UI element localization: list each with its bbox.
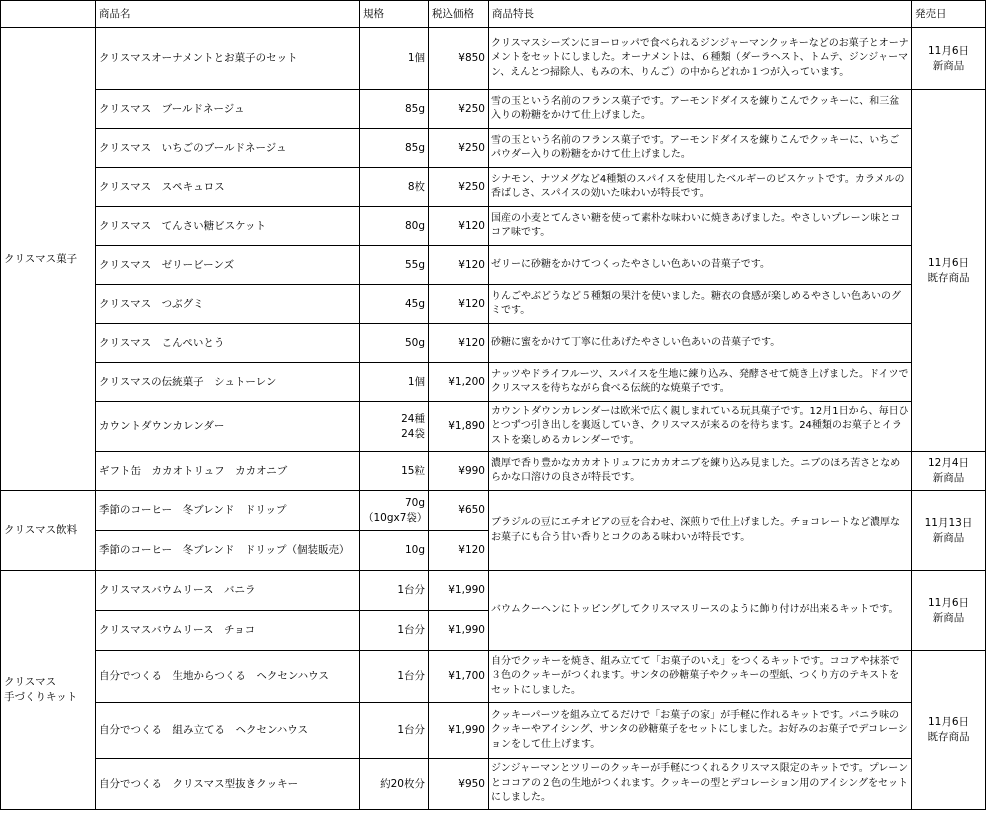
product-name: ギフト缶 カカオトリュフ カカオニブ xyxy=(96,452,360,491)
product-name: クリスマス てんさい糖ビスケット xyxy=(96,207,360,246)
product-name: クリスマスバウムリース バニラ xyxy=(96,571,360,611)
release-date: 11月6日 既存商品 xyxy=(912,651,986,810)
product-description: ブラジルの豆にエチオピアの豆を合わせ、深煎りで仕上げました。チョコレートなど濃厚なお菓子にも合う甘い香りとコクのある味わいが特長です。 xyxy=(489,491,912,571)
table-row xyxy=(1,571,986,611)
product-spec: 10g xyxy=(360,531,429,571)
product-name: クリスマス こんぺいとう xyxy=(96,324,360,363)
release-date: 11月6日 新商品 xyxy=(912,571,986,651)
table-row xyxy=(1,246,986,285)
product-name: 自分でつくる クリスマス型抜きクッキー xyxy=(96,759,360,810)
product-price: ¥120 xyxy=(429,246,489,285)
product-description: バウムクーヘンにトッピングしてクリスマスリースのように飾り付けが出来るキットです。 xyxy=(489,571,912,651)
table-row xyxy=(1,129,986,168)
product-spec: 1個 xyxy=(360,363,429,402)
product-description: カウントダウンカレンダーは欧米で広く親しまれている玩具菓子です。12月1日から、毎日ひとつずつ引き出しを裏返していき、クリスマスが来るのを待ちます。24種類のお菓子とイラストを楽しめるカレンダーです。 xyxy=(489,402,912,452)
product-spec: 1個 xyxy=(360,28,429,90)
product-spec: 80g xyxy=(360,207,429,246)
product-description: ナッツやドライフルーツ、スパイスを生地に練り込み、発酵させて焼き上げました。ドイツでクリスマスを待ちながら食べる伝統的な焼菓子です。 xyxy=(489,363,912,402)
header-name: 商品名 xyxy=(96,1,360,28)
product-price: ¥120 xyxy=(429,531,489,571)
table-row xyxy=(1,703,986,759)
table-row xyxy=(1,28,986,90)
product-name: 季節のコーヒー 冬ブレンド ドリップ xyxy=(96,491,360,531)
product-price: ¥1,890 xyxy=(429,402,489,452)
product-description: クリスマスシーズンにヨーロッパで食べられるジンジャーマンクッキーなどのお菓子とオーナメントをセットにしました。オーナメントは、６種類（ダーラヘスト、トムテ、ジンジャーマン、えんとつ掃除人、もみの木、りんご）の中からどれか１つが入っています。 xyxy=(489,28,912,90)
release-date: 11月6日 既存商品 xyxy=(912,90,986,452)
product-spec: 8枚 xyxy=(360,168,429,207)
product-description: ゼリーに砂糖をかけてつくったやさしい色あいの昔菓子です。 xyxy=(489,246,912,285)
table-row xyxy=(1,285,986,324)
product-description: 雪の玉という名前のフランス菓子です。アーモンドダイスを練りこんでクッキーに、和三盆入りの粉糖をかけて仕上げました。 xyxy=(489,90,912,129)
product-description: クッキーパーツを組み立てるだけで「お菓子の家」が手軽に作れるキットです。バニラ味のクッキーやアイシング、サンタの砂糖菓子をセットにしました。お好みのお菓子でデコレーションをして仕上げます。 xyxy=(489,703,912,759)
product-price: ¥1,990 xyxy=(429,703,489,759)
table-row xyxy=(1,491,986,531)
product-price: ¥250 xyxy=(429,129,489,168)
table-row xyxy=(1,168,986,207)
product-description: 国産の小麦とてんさい糖を使って素朴な味わいに焼きあげました。やさしいプレーン味とココア味です。 xyxy=(489,207,912,246)
product-spec: 70g （10gx7袋） xyxy=(360,491,429,531)
product-price: ¥250 xyxy=(429,168,489,207)
product-spec: 85g xyxy=(360,129,429,168)
category-cell: クリスマス菓子 xyxy=(1,28,96,491)
header-row xyxy=(1,1,986,28)
product-spec: 45g xyxy=(360,285,429,324)
product-price: ¥250 xyxy=(429,90,489,129)
product-price: ¥1,990 xyxy=(429,611,489,651)
product-price: ¥1,200 xyxy=(429,363,489,402)
header-category xyxy=(1,1,96,28)
table-row xyxy=(1,90,986,129)
product-description: 自分でクッキーを焼き、組み立てて「お菓子のいえ」をつくるキットです。ココアや抹茶で３色のクッキーがつくれます。サンタの砂糖菓子やクッキーの型紙、つくり方のテキストをセットにしました。 xyxy=(489,651,912,703)
product-name: クリスマス つぶグミ xyxy=(96,285,360,324)
product-description: 砂糖に蜜をかけて丁寧に仕あげたやさしい色あいの昔菓子です。 xyxy=(489,324,912,363)
product-price: ¥120 xyxy=(429,324,489,363)
product-spec: 1台分 xyxy=(360,571,429,611)
release-date: 12月4日 新商品 xyxy=(912,452,986,491)
product-spec: 1台分 xyxy=(360,611,429,651)
product-name: クリスマス スペキュロス xyxy=(96,168,360,207)
table-row xyxy=(1,651,986,703)
release-date: 11月13日 新商品 xyxy=(912,491,986,571)
product-spec: 85g xyxy=(360,90,429,129)
table-row xyxy=(1,207,986,246)
table-row xyxy=(1,452,986,491)
table-row xyxy=(1,402,986,452)
product-name: クリスマス ブールドネージュ xyxy=(96,90,360,129)
product-name: カウントダウンカレンダー xyxy=(96,402,360,452)
product-price: ¥850 xyxy=(429,28,489,90)
product-price: ¥950 xyxy=(429,759,489,810)
product-price: ¥1,990 xyxy=(429,571,489,611)
product-spec: 1台分 xyxy=(360,703,429,759)
product-name: 自分でつくる 生地からつくる ヘクセンハウス xyxy=(96,651,360,703)
product-name: 季節のコーヒー 冬ブレンド ドリップ（個装販売） xyxy=(96,531,360,571)
product-name: クリスマスオーナメントとお菓子のセット xyxy=(96,28,360,90)
product-description: 雪の玉という名前のフランス菓子です。アーモンドダイスを練りこんでクッキーに、いちごパウダー入りの粉糖をかけて仕上げました。 xyxy=(489,129,912,168)
product-name: 自分でつくる 組み立てる ヘクセンハウス xyxy=(96,703,360,759)
product-description: りんごやぶどうなど５種類の果汁を使いました。糖衣の食感が楽しめるやさしい色あいのグミです。 xyxy=(489,285,912,324)
header-description: 商品特長 xyxy=(489,1,912,28)
category-cell: クリスマス 手づくりキット xyxy=(1,571,96,810)
product-spec: 55g xyxy=(360,246,429,285)
header-release-date: 発売日 xyxy=(912,1,986,28)
product-description: ジンジャーマンとツリーのクッキーが手軽につくれるクリスマス限定のキットです。プレーンとココアの２色の生地がつくれます。クッキーの型とデコレーション用のアイシングをセットにしました。 xyxy=(489,759,912,810)
table-row xyxy=(1,324,986,363)
product-spec: 15粒 xyxy=(360,452,429,491)
product-price: ¥1,700 xyxy=(429,651,489,703)
product-name: クリスマスバウムリース チョコ xyxy=(96,611,360,651)
product-spec: 約20枚分 xyxy=(360,759,429,810)
product-name: クリスマス ゼリービーンズ xyxy=(96,246,360,285)
product-price: ¥120 xyxy=(429,207,489,246)
header-price: 税込価格 xyxy=(429,1,489,28)
product-price: ¥650 xyxy=(429,491,489,531)
product-description: シナモン、ナツメグなど4種類のスパイスを使用したベルギーのビスケットです。カラメルの香ばしさ、スパイスの効いた味わいが特長です。 xyxy=(489,168,912,207)
release-date: 11月6日 新商品 xyxy=(912,28,986,90)
product-name: クリスマス いちごのブールドネージュ xyxy=(96,129,360,168)
header-spec: 規格 xyxy=(360,1,429,28)
table-row xyxy=(1,363,986,402)
product-description: 濃厚で香り豊かなカカオトリュフにカカオニブを練り込み見ました。ニブのほろ苦さとなめらかな口溶けの良さが特長です。 xyxy=(489,452,912,491)
table-row xyxy=(1,759,986,810)
product-price: ¥120 xyxy=(429,285,489,324)
product-spec: 1台分 xyxy=(360,651,429,703)
product-spec: 50g xyxy=(360,324,429,363)
product-price: ¥990 xyxy=(429,452,489,491)
product-spec: 24種 24袋 xyxy=(360,402,429,452)
product-name: クリスマスの伝統菓子 シュトーレン xyxy=(96,363,360,402)
category-cell: クリスマス飲料 xyxy=(1,491,96,571)
